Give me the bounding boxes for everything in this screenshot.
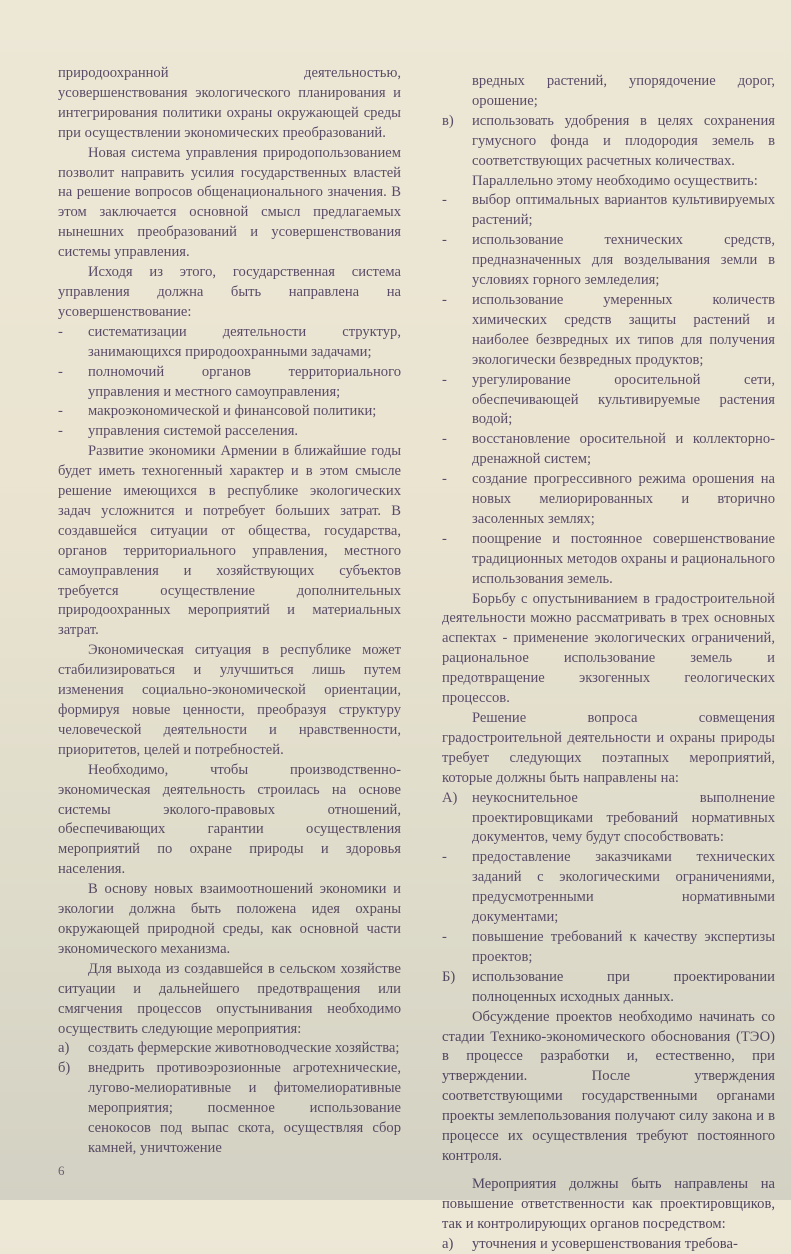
list-item	[442, 928, 775, 968]
list-item	[442, 848, 775, 928]
paragraph: Решение вопроса совмещения градостроительной деятельности и охраны природы требует следующих поэтапных мероприятий, которые должны быть направлены на:	[442, 710, 775, 786]
bullet-dash: -	[442, 232, 447, 249]
right-column	[442, 72, 775, 1254]
list-item-text: уточнения и усовершенствования требова-	[472, 1235, 738, 1252]
left-column	[58, 64, 401, 1159]
list-item-text: внедрить противоэрозионные агротехнические, лугово-мелиоративные и фитомелиоративные мероприятия; посменное использование сенокосов под выпас скота, осуществляя сбор камней, уничтожение	[88, 1060, 401, 1156]
list-item-text: использование умеренных количеств химических средств защиты растений и наиболее безвредных их типов для получения экологически безвредных продуктов;	[472, 291, 775, 368]
bullet-dash: -	[442, 192, 447, 209]
list-item-text: создание прогрессивного режима орошения на новых мелиорированных и вторично засоленных землях;	[472, 471, 775, 527]
bullet-dash: -	[58, 403, 63, 420]
bullet-dash: -	[58, 323, 63, 340]
list-item-text: создать фермерские животноводческие хозяйства;	[88, 1040, 400, 1057]
list-item	[442, 470, 775, 530]
bullet-dash: -	[442, 291, 447, 308]
paragraph: Экономическая ситуация в республике может стабилизироваться и улучшиться лишь путем изменения социально-экономической ориентации, формируя новые ценности, преобразуя структуру человеческой деятельности и нравственности, приоритетов, целей и потребностей.	[58, 642, 401, 758]
paragraph: Для выхода из создавшейся в сельском хозяйстве ситуации и дальнейшего предотвращения или смягчения процессов опустынивания необходимо осуществить следующие мероприятия:	[58, 960, 401, 1037]
list-item-text: управления системой расселения.	[88, 423, 299, 440]
list-letter: б)	[58, 1060, 71, 1077]
list-item-text: урегулирование оросительной сети, обеспечивающей культивируемые растения водой;	[472, 371, 775, 428]
list-item-text: макроэкономической и финансовой политики;	[88, 403, 377, 420]
list-item-text: систематизации деятельности структур, занимающихся природоохранными задачами;	[88, 323, 401, 360]
list-item-text: выбор оптимальных вариантов культивируемых растений;	[472, 192, 775, 229]
paragraph: Исходя из этого, государственная система управления должна быть направлена на усовершенствование:	[58, 264, 401, 320]
page-number: 6	[58, 1163, 65, 1178]
list-item-text: полномочий органов территориального управления и местного самоуправления;	[88, 363, 401, 400]
bullet-dash: -	[58, 363, 63, 380]
list-letter: А)	[442, 789, 458, 806]
list-item-text: использование технических средств, предназначенных для возделывания земли в условиях горного земледелия;	[472, 232, 775, 289]
paragraph: природоохранной деятельностью, усовершенствования экологического планирования и интегрирования политики охраны окружающей среды при осуществлении экономических преобразований.	[58, 65, 401, 141]
list-item	[442, 968, 775, 1008]
paragraph: В основу новых взаимоотношений экономики и экологии должна быть положена идея охраны окружающей природной среды, как основной части экономического механизма.	[58, 881, 401, 957]
paragraph: Новая система управления природопользованием позволит направить усилия государственных властей на решение вопросов общенационального значения. В этом заключается основной смысл предлагаемых нынешних преобразований и усовершенствования системы управления.	[58, 144, 401, 261]
list-item	[58, 363, 401, 403]
list-item	[442, 430, 775, 470]
paragraph: Необходимо, чтобы производственно-экономическая деятельность строилась на основе системы эколого-правовых отношений, обеспечивающих гарантии осуществления мероприятий по охране природы и здоровья населения.	[58, 761, 401, 878]
list-item	[442, 291, 775, 371]
bullet-dash: -	[442, 928, 447, 945]
bullet-dash: -	[442, 431, 447, 448]
list-item	[442, 112, 775, 172]
list-item	[442, 371, 775, 431]
paragraph: Мероприятия должны быть направлены на повышение ответственности как проектировщиков, так и контролирующих органов посредством:	[442, 1175, 775, 1232]
list-item	[442, 530, 775, 590]
bullet-dash: -	[442, 471, 447, 488]
list-item	[58, 1059, 401, 1159]
list-item	[58, 402, 401, 422]
bullet-dash: -	[442, 371, 447, 388]
list-item	[442, 231, 775, 291]
paragraph: Развитие экономики Армении в ближайшие годы будет иметь техногенный характер и в этом смысле решение имеющихся в республике экологических задач усложнится и потребует больших затрат. В создавшейся ситуации от общества, государства, органов территориального управления, местного самоуправления и хозяйствующих субъектов требуется осуществление дополнительных природоохранных мероприятий и материальных затрат.	[58, 443, 401, 639]
list-letter: в)	[442, 112, 454, 129]
list-letter: а)	[58, 1040, 70, 1057]
list-item	[58, 422, 401, 442]
paragraph: Обсуждение проектов необходимо начинать со стадии Технико-экономического обоснования (ТЭО) в процессе разработки и, естественно, при утверждении. После утверждения соответствующими государственными органами проекты землепользования получают силу закона и в процессе их осуществления требуют постоянного контроля.	[442, 1008, 775, 1164]
list-item-text: поощрение и постоянное совершенствование традиционных методов охраны и рационального использования земель.	[472, 530, 775, 587]
list-item-text: использовать удобрения в целях сохранения гумусного фонда и плодородия земель в соответствующих расчетных количествах.	[472, 112, 775, 169]
list-item	[442, 1235, 775, 1254]
list-item	[58, 1039, 401, 1059]
bullet-dash: -	[442, 849, 447, 866]
list-letter: Б)	[442, 968, 456, 985]
list-item	[442, 191, 775, 231]
list-item-text: неукоснительное выполнение проектировщиками требований нормативных документов, чему будут способствовать:	[472, 789, 775, 846]
paragraph-continuation: вредных растений, упорядочение дорог, орошение;	[472, 73, 775, 109]
bullet-dash: -	[58, 423, 63, 440]
list-letter: а)	[442, 1235, 454, 1252]
list-item-text: использование при проектировании полноценных исходных данных.	[472, 968, 775, 1005]
list-item-text: предоставление заказчиками технических заданий с экологическими ограничениями, предусмотренными нормативными документами;	[472, 849, 775, 926]
list-item-text: восстановление оросительной и коллекторно-дренажной систем;	[472, 431, 775, 468]
paragraph: Параллельно этому необходимо осуществить:	[472, 172, 758, 189]
paragraph: Борьбу с опустыниванием в градостроительной деятельности можно рассматривать в трех основных аспектах - применение экологических ограничений, рациональное использование земель и предотвращение экзогенных геологических процессов.	[442, 590, 775, 707]
list-item-text: повышение требований к качеству экспертизы проектов;	[472, 928, 775, 965]
list-item	[58, 323, 401, 363]
bullet-dash: -	[442, 530, 447, 547]
list-item	[442, 789, 775, 849]
